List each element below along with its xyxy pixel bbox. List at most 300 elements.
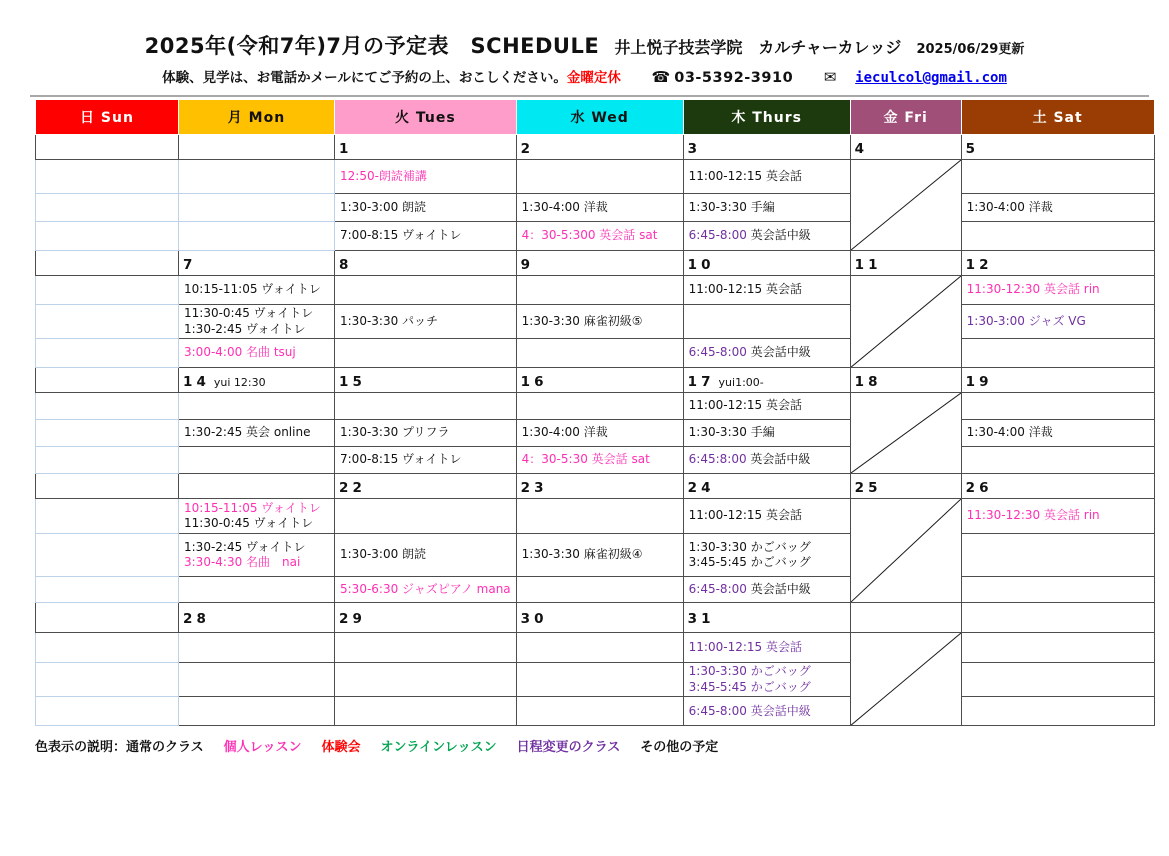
date-cell: [335, 135, 517, 160]
date-number: 20: [40, 479, 67, 496]
date-number: 18: [854, 373, 882, 390]
schedule-entry: [689, 452, 845, 468]
friday-closed-cell: [850, 499, 961, 603]
date-note: yui1:00-: [718, 375, 764, 389]
entry-text: 7:00-8:15 ヴォイトレ: [340, 228, 462, 243]
date-cell: [683, 368, 850, 393]
weekday-header-fri: 金 Fri: [850, 100, 961, 135]
schedule-entry-cell: [516, 420, 683, 447]
schedule-empty-cell: [179, 663, 335, 697]
schedule-entry: [689, 540, 845, 556]
date-cell: [179, 251, 335, 276]
date-number: 29: [40, 140, 67, 157]
date-cell: [36, 603, 179, 633]
entry-text: 11:00-12:15 英会話: [688, 282, 802, 297]
schedule-entry: [522, 452, 678, 468]
schedule-entry-cell: [335, 305, 517, 339]
schedule-entry: [340, 425, 511, 441]
weekday-header-wed: 水 Wed: [516, 100, 683, 135]
date-number: 15: [339, 373, 366, 390]
schedule-entry: [967, 200, 1149, 216]
schedule-empty-cell: [335, 276, 517, 305]
date-cell: [335, 603, 517, 633]
schedule-entry-cell: [683, 420, 850, 447]
date-number: 22: [339, 479, 366, 496]
phone-icon: ☎: [651, 68, 671, 86]
schedule-row: [36, 534, 1155, 577]
schedule-entry: [184, 425, 329, 441]
date-number: 4: [854, 140, 869, 157]
schedule-entry-cell: [683, 393, 850, 420]
email-link[interactable]: ieculcol@gmail.com: [855, 70, 1007, 86]
schedule-empty-cell: [961, 393, 1154, 420]
weekday-header-sat: 土 Sat: [961, 100, 1154, 135]
schedule-entry: [340, 228, 511, 244]
schedule-row: [36, 633, 1155, 663]
entry-text: 1:30-3:30 手編: [688, 199, 775, 214]
entry-text: 11:00-12:15 英会話: [688, 398, 802, 413]
entry-text: 6:45-8:00: [688, 228, 751, 243]
date-number: 16: [520, 373, 548, 390]
date-number: 12: [965, 256, 993, 273]
date-cell: [335, 368, 517, 393]
date-cell: [683, 251, 850, 276]
schedule-empty-cell: [961, 222, 1154, 251]
schedule-empty-cell: [36, 222, 179, 251]
schedule-entry: [689, 508, 845, 524]
date-number: 5: [965, 140, 980, 157]
entry-text: 11:00-12:15 英会話: [688, 168, 802, 183]
schedule-entry-cell: [683, 276, 850, 305]
color-legend: [35, 736, 1169, 755]
schedule-entry: [340, 452, 511, 468]
date-cell: [961, 251, 1154, 276]
weekday-header-tue: 火 Tues: [335, 100, 517, 135]
schedule-entry-cell: [961, 305, 1154, 339]
schedule-empty-cell: [961, 663, 1154, 697]
date-row: [36, 603, 1155, 633]
entry-text: 6:45:8:00: [688, 452, 751, 467]
schedule-empty-cell: [36, 160, 179, 194]
schedule-empty-cell: [335, 633, 517, 663]
schedule-row: [36, 447, 1155, 474]
date-cell: [516, 474, 683, 499]
date-number: 6: [40, 256, 54, 273]
date-cell: [516, 251, 683, 276]
schedule-entry-cell: [335, 447, 517, 474]
schedule-entry: [184, 501, 329, 517]
schedule-empty-cell: [36, 633, 179, 663]
entry-text: 11:30-12:30 英会話 rin: [966, 282, 1100, 297]
schedule-row: [36, 499, 1155, 534]
entry-text: 11:00-12:15 英会話: [688, 639, 802, 654]
date-number: 7: [183, 256, 197, 273]
date-number: 10: [687, 256, 715, 273]
schedule-empty-cell: [961, 577, 1154, 603]
schedule-empty-cell: [36, 420, 179, 447]
envelope-icon: ✉: [823, 68, 837, 86]
schedule-entry-cell: [683, 447, 850, 474]
date-number: 30: [183, 140, 210, 157]
date-number: 29: [339, 611, 366, 628]
schedule-entry-cell: [961, 499, 1154, 534]
updated-date: 2025/06/29更新: [916, 42, 1025, 57]
date-cell: [36, 474, 179, 499]
entry-text: 12:50-朗読補講: [340, 168, 427, 183]
date-number: 11: [854, 256, 882, 273]
schedule-empty-cell: [36, 276, 179, 305]
date-cell: [516, 603, 683, 633]
schedule-entry-cell: [683, 194, 850, 222]
schedule-empty-cell: [36, 393, 179, 420]
entry-text: 1:30-3:00 ジャズ VG: [966, 313, 1086, 328]
date-number: 25: [854, 479, 882, 496]
schedule-empty-cell: [961, 633, 1154, 663]
schedule-row: [36, 577, 1155, 603]
date-number: 21: [183, 479, 210, 496]
schedule-entry: [689, 169, 845, 185]
schedule-entry: [340, 169, 511, 185]
schedule-empty-cell: [36, 447, 179, 474]
schedule-empty-cell: [516, 339, 683, 368]
date-number: 14: [183, 373, 210, 390]
schedule-entry-cell: [683, 633, 850, 663]
schedule-row: [36, 276, 1155, 305]
schedule-entry: [689, 228, 845, 244]
date-number: 3: [687, 140, 702, 157]
legend-item-4: 日程変更のクラス: [516, 740, 621, 756]
schedule-entry: [967, 282, 1149, 298]
legend-item-5: その他の予定: [640, 740, 719, 756]
entry-text: 1:30-4:00 洋裁: [521, 199, 608, 214]
schedule-empty-cell: [179, 577, 335, 603]
schedule-empty-cell: [36, 305, 179, 339]
schedule-row: [36, 160, 1155, 194]
schedule-empty-cell: [961, 339, 1154, 368]
date-number: 26: [965, 479, 993, 496]
schedule-empty-cell: [36, 194, 179, 222]
schedule-entry: [689, 664, 845, 680]
date-cell: [179, 368, 335, 393]
schedule-entry: [340, 582, 511, 598]
schedule-entry: [184, 306, 329, 322]
friday-closed-cell: [850, 633, 961, 726]
reservation-notice-line: [0, 66, 1169, 86]
schedule-empty-cell: [335, 393, 517, 420]
schedule-empty-cell: [36, 499, 179, 534]
legend-item-2: 体験会: [321, 740, 361, 756]
entry-text: 1:30-3:30 麻雀初級⑤: [521, 313, 643, 328]
schedule-entry: [689, 398, 845, 414]
schedule-entry-cell: [516, 194, 683, 222]
entry-text: 英会話中級: [750, 228, 811, 243]
entry-text: 1:30-4:00 洋裁: [521, 425, 608, 440]
entry-text: 英会話中級: [750, 452, 811, 467]
schedule-entry: [689, 282, 845, 298]
date-cell: [335, 474, 517, 499]
schedule-empty-cell: [179, 697, 335, 726]
date-cell: [850, 603, 961, 633]
schedule-empty-cell: [179, 222, 335, 251]
entry-text: 10:15-11:05 ヴォイトレ: [184, 500, 321, 515]
legend-item-0: 色表示の説明：通常のクラス: [35, 740, 204, 756]
date-number: 2: [965, 611, 980, 628]
schedule-entry-cell: [179, 305, 335, 339]
schedule-entry: [689, 640, 845, 656]
schedule-entry-cell: [179, 534, 335, 577]
friday-closed-diagonal: [851, 276, 961, 367]
schedule-entry: [184, 322, 329, 338]
schedule-entry-cell: [516, 447, 683, 474]
schedule-empty-cell: [36, 534, 179, 577]
date-cell: [961, 603, 1154, 633]
schedule-entry-cell: [683, 222, 850, 251]
entry-text: 1:30-2:45 ヴォイトレ: [184, 539, 306, 554]
schedule-entry: [967, 508, 1149, 524]
schedule-entry-cell: [683, 499, 850, 534]
entry-text: 11:30-0:45 ヴォイトレ: [184, 516, 314, 531]
schedule-entry-cell: [961, 420, 1154, 447]
schedule-entry: [522, 314, 678, 330]
schedule-entry: [522, 228, 678, 244]
friday-closed-diagonal: [851, 160, 961, 250]
date-number: 24: [687, 479, 715, 496]
schedule-empty-cell: [683, 305, 850, 339]
schedule-entry-cell: [683, 697, 850, 726]
entry-text: 3:45-5:45 かごバッグ: [688, 555, 811, 570]
date-cell: [850, 135, 961, 160]
weekday-header-thu: 木 Thurs: [683, 100, 850, 135]
schedule-entry-cell: [683, 663, 850, 697]
schedule-empty-cell: [961, 447, 1154, 474]
schedule-empty-cell: [961, 534, 1154, 577]
entry-text: 6:45-8:00: [688, 581, 751, 596]
entry-text: 1:30-3:30 パッチ: [340, 313, 439, 328]
legend-item-3: オンラインレッスン: [380, 740, 497, 756]
weekday-header-sun: 日 Sun: [36, 100, 179, 135]
date-row: [36, 474, 1155, 499]
date-number: 23: [520, 479, 548, 496]
date-cell: [516, 368, 683, 393]
schedule-row: [36, 663, 1155, 697]
date-cell: [516, 135, 683, 160]
schedule-empty-cell: [36, 697, 179, 726]
entry-text: 1:30-3:30 麻雀初級④: [521, 547, 643, 562]
schedule-entry-cell: [179, 276, 335, 305]
schedule-entry: [184, 540, 329, 556]
friday-closed-diagonal: [851, 499, 961, 602]
friday-closed-cell: [850, 276, 961, 368]
date-cell: [850, 251, 961, 276]
schedule-entry-cell: [683, 534, 850, 577]
date-cell: [335, 251, 517, 276]
date-number: 28: [183, 611, 210, 628]
schedule-entry: [967, 425, 1149, 441]
schedule-entry: [689, 680, 845, 696]
date-cell: [36, 251, 179, 276]
schedule-empty-cell: [516, 499, 683, 534]
schedule-entry-cell: [683, 160, 850, 194]
date-cell: [683, 135, 850, 160]
friday-closed-diagonal: [851, 393, 961, 473]
schedule-row: [36, 420, 1155, 447]
entry-text: 1:30-3:00 朗読: [340, 547, 427, 562]
schedule-row: [36, 222, 1155, 251]
schedule-empty-cell: [516, 633, 683, 663]
entry-text: 1:30-3:30 手編: [688, 425, 775, 440]
date-number: 1: [854, 611, 869, 628]
schedule-entry: [689, 200, 845, 216]
page-header: [0, 30, 1169, 60]
date-number: 2: [520, 140, 535, 157]
entry-text: 11:30-0:45 ヴォイトレ: [184, 306, 314, 320]
schedule-entry: [340, 547, 511, 563]
entry-text: 1:30-3:30 かごバッグ: [688, 539, 811, 554]
entry-text: 1:30-3:00 朗読: [340, 199, 427, 214]
schedule-empty-cell: [36, 339, 179, 368]
entry-text: 3:45-5:45 かごバッグ: [688, 679, 811, 694]
divider: [30, 95, 1149, 97]
schedule-empty-cell: [335, 697, 517, 726]
schedule-empty-cell: [516, 663, 683, 697]
schedule-entry: [184, 555, 329, 571]
schedule-row: [36, 194, 1155, 222]
page-title: 2025年(令和7年)7月の予定表 SCHEDULE: [144, 34, 600, 58]
entry-text: 3:30-4:30 名曲 nai: [184, 555, 301, 570]
date-cell: [961, 368, 1154, 393]
schedule-entry-cell: [516, 305, 683, 339]
legend-item-1: 個人レッスン: [223, 740, 302, 756]
entry-text: 5:30-6:30 ジャズピアノ mana: [340, 581, 511, 596]
schedule-entry: [340, 314, 511, 330]
schedule-empty-cell: [516, 393, 683, 420]
entry-text: 1:30-4:00 洋裁: [966, 425, 1053, 440]
friday-closed-notice: 金曜定休: [566, 70, 621, 86]
entry-text: 3:00-4:00 名曲 tsuj: [184, 345, 296, 360]
date-cell: [179, 603, 335, 633]
date-number: 19: [965, 373, 993, 390]
schedule-empty-cell: [335, 339, 517, 368]
schedule-empty-cell: [516, 577, 683, 603]
schedule-entry-cell: [961, 276, 1154, 305]
schedule-entry: [184, 345, 329, 361]
schedule-entry: [184, 516, 329, 532]
schedule-empty-cell: [36, 577, 179, 603]
schedule-entry: [522, 425, 678, 441]
schedule-entry-cell: [683, 339, 850, 368]
schedule-row: [36, 393, 1155, 420]
date-cell: [850, 474, 961, 499]
date-number: 30: [520, 611, 548, 628]
date-row: [36, 251, 1155, 276]
schedule-empty-cell: [36, 663, 179, 697]
entry-text: 英会話中級: [750, 345, 811, 360]
date-number: 31: [687, 611, 715, 628]
school-name: 井上悦子技芸学院 カルチャーカレッジ: [614, 38, 902, 57]
schedule-empty-cell: [516, 276, 683, 305]
entry-text: 4：30-5:30 英会話 sat: [521, 452, 650, 467]
schedule-entry-cell: [961, 194, 1154, 222]
weekday-header-mon: 月 Mon: [179, 100, 335, 135]
weekday-header-row: [36, 100, 1155, 135]
date-row: [36, 135, 1155, 160]
phone-number: 03-5392-3910: [674, 70, 794, 86]
schedule-entry-cell: [179, 420, 335, 447]
schedule-empty-cell: [179, 160, 335, 194]
entry-text: 6:45-8:00: [688, 345, 751, 360]
schedule-row: [36, 305, 1155, 339]
schedule-calendar-table: [35, 99, 1155, 726]
schedule-entry-cell: [335, 577, 517, 603]
schedule-empty-cell: [179, 194, 335, 222]
friday-closed-diagonal: [851, 633, 961, 725]
schedule-row: [36, 339, 1155, 368]
entry-text: 4：30-5:300 英会話 sat: [521, 228, 658, 243]
schedule-entry: [184, 282, 329, 298]
schedule-entry-cell: [516, 534, 683, 577]
date-cell: [36, 135, 179, 160]
schedule-empty-cell: [961, 160, 1154, 194]
entry-text: 11:00-12:15 英会話: [688, 508, 802, 523]
friday-closed-cell: [850, 160, 961, 251]
date-number: 1: [339, 140, 353, 157]
schedule-entry: [522, 200, 678, 216]
schedule-empty-cell: [961, 697, 1154, 726]
date-row: [36, 368, 1155, 393]
schedule-entry: [689, 582, 845, 598]
entry-text: 1:30-3:30 プリフラ: [340, 425, 450, 440]
schedule-entry-cell: [335, 160, 517, 194]
date-number: 27: [40, 611, 67, 628]
entry-text: 6:45-8:00 英会話中級: [688, 703, 811, 718]
schedule-entry-cell: [516, 222, 683, 251]
date-note: Yui 12:30: [213, 481, 265, 495]
entry-text: 11:30-12:30 英会話 rin: [966, 508, 1100, 523]
date-cell: [683, 603, 850, 633]
date-cell: [683, 474, 850, 499]
schedule-empty-cell: [516, 697, 683, 726]
schedule-row: [36, 697, 1155, 726]
entry-text: 英会話中級: [750, 581, 811, 596]
date-number: 13: [40, 373, 67, 390]
schedule-entry-cell: [179, 499, 335, 534]
schedule-empty-cell: [335, 499, 517, 534]
schedule-entry: [340, 200, 511, 216]
date-cell: [850, 368, 961, 393]
date-cell: [961, 135, 1154, 160]
schedule-empty-cell: [179, 393, 335, 420]
entry-text: 1:30-4:00 洋裁: [966, 199, 1053, 214]
schedule-entry-cell: [683, 577, 850, 603]
friday-closed-cell: [850, 393, 961, 474]
schedule-entry-cell: [335, 222, 517, 251]
date-number: 8: [339, 256, 353, 273]
schedule-empty-cell: [179, 633, 335, 663]
entry-text: 1:30-2:45 英会 online: [184, 425, 311, 440]
schedule-entry-cell: [179, 339, 335, 368]
date-cell: [961, 474, 1154, 499]
date-number: 9: [520, 256, 535, 273]
schedule-entry: [522, 547, 678, 563]
schedule-entry: [967, 314, 1149, 330]
schedule-entry: [689, 425, 845, 441]
schedule-entry-cell: [335, 194, 517, 222]
date-cell: [36, 368, 179, 393]
schedule-empty-cell: [335, 663, 517, 697]
schedule-entry: [689, 555, 845, 571]
schedule-entry-cell: [335, 420, 517, 447]
entry-text: 10:15-11:05 ヴォイトレ: [184, 282, 321, 297]
